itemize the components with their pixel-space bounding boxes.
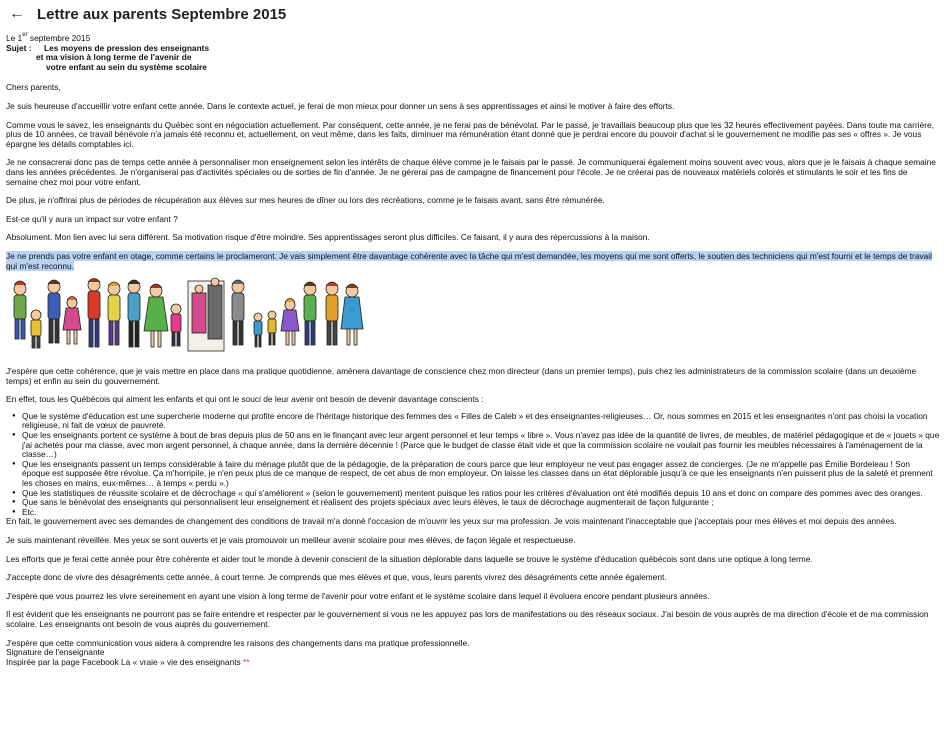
document-title: Lettre aux parents Septembre 2015 <box>37 6 287 23</box>
list-item: ● Que les enseignants portent ce système à bout de bras depuis plus de 50 ans en le finançant avec leur argent personnel et leur temps « libre ». Vous n'avez pas idée de la quantité de livres, de meubles, de matériel pédagogique et de « jouets » que j'ai achetés pour ma classe, avec mon argent personnel, à chaque année, dans la dernière décennie ! (Parce que le budget de classe était vide et que la commission scolaire ne voulait pas fournir les meubles nécessaires à l'aménagement de la classe…) <box>22 431 940 460</box>
credit-line: Inspirée par la page Facebook La « vraie » vie des enseignants ** <box>6 656 250 667</box>
list-item: ● Que les statistiques de réussite scolaire et de décrochage « qui s'améliorent » (selon le gouvernement) mentent puisque les ratios pour les critères d'évaluation ont été modifiés depuis 10 ans et donc on compare des pommes avec des oranges. <box>22 489 940 499</box>
paragraph: Comme vous le savez, les enseignants du Québec sont en négociation actuellement. Par conséquent, cette année, je ne ferai pas de bénévolat. Par le passé, je travaillais beaucoup plus que les 32 heures effectivement payées. Dans toute ma carrière, plus de 10 années, ce travail bénévole n'a jamais été reconnu et, actuellement, on veut même, dans les faits, diminuer ma rémunération étant donné que je perdrai encore du pouvoir d'achat si le gouvernement ne modifie pas ses « offres ». Je vous épargne les détails comptables ici. <box>6 119 934 149</box>
letter-date: Le 1er septembre 2015 <box>6 32 91 43</box>
paragraph: J'espère que cette cohérence, que je vais mettre en place dans ma pratique quotidienne, amènera davantage de conscience chez mon directeur (dans un premier temps), puis chez les administrateurs de la commission scolaire (dans un deuxième temps) et enfin au sein du gouvernement. <box>6 366 917 386</box>
letter-subject <box>6 44 940 73</box>
subject-line: et ma vision à long terme de l'avenir de <box>36 52 192 63</box>
arrow-left-icon[interactable]: ← <box>9 5 25 22</box>
subject-label: Sujet : <box>6 42 32 53</box>
paragraph: En fait, le gouvernement avec ses demandes de changement des conditions de travail m'a donné l'occasion de m'ouvrir les yeux sur ma profession. Je vois maintenant l'inacceptable que j'acceptais pour mes élèves et moi depuis des années. <box>6 516 897 527</box>
letter-body <box>6 34 940 667</box>
greeting: Chers parents, <box>6 82 61 93</box>
paragraph: J'espère que cette communication vous aidera à comprendre les raisons des changements dans ma pratique professionnelle. <box>6 637 470 648</box>
credit-stars: ** <box>243 656 250 667</box>
family-cartoon-illustration <box>6 275 366 357</box>
paragraph: Je ne consacrerai donc pas de temps cette année à personnaliser mon enseignement selon les intérêts de chaque élève comme je le faisais par le passé. Je communiquerai également moins souvent avec vous, alors que je le faisais à chaque semaine dans les années précédentes. Je n'organiserai pas d'activités spéciales ou de sorties de fin d'année. Je ne gérerai pas de campagne de financement pour l'école. Je ne créerai pas de nouveaux matériels colorés et stimulants le soir et les fins de semaine chez moi pour votre enfant. <box>6 157 936 187</box>
list-item: ● Que les enseignants passent un temps considérable à faire du ménage plutôt que de la pédagogie, de la préparation de cours parce que leur employeur ne veut pas engager assez de concierges. (Je ne m'appelle pas Émilie Bordeleau ! Son époque est supposée être révolue. Ça m'horripile, je n'en peux plus de ce manque de respect, de cet abus de mon employeur. On laisse les classes dans un état déplorable jusqu'à ce que les enseignants n'en puissent plus de la saleté et prennent les choses en mains, eux-mêmes… à temps « perdu ».) <box>22 460 940 489</box>
paragraph: Je suis maintenant réveillée. Mes yeux se sont ouverts et je vais promouvoir un meilleur avenir scolaire pour mes élèves, de façon légale et respectueuse. <box>6 535 576 545</box>
highlighted-paragraph[interactable]: Je ne prends pas votre enfant en otage, comme certains le proclameront. Je vais simplement être davantage cohérente avec la tâche qui m'est demandée, les moyens qui me sont offerts, le soutien des techniciens qui m'est fourni et le temps de travail qui m'est reconnu. <box>6 250 932 271</box>
bullet-list <box>6 412 940 518</box>
paragraph: En effet, tous les Québécois qui aiment les enfants et qui ont le souci de leur avenir ont besoin de devenir davantage conscients : <box>6 394 484 405</box>
paragraph: Absolument. Mon lien avec lui sera différent. Sa motivation risque d'être moindre. Ses apprentissages seront plus difficiles. Ce faisant, il y aura des répercussions à la maison. <box>6 232 650 243</box>
paragraph: J'accepte donc de vivre des désagréments cette année, à court terme. Je comprends que mes élèves et que, vous, leurs parents vivrez des désagréments cette année également. <box>6 572 667 583</box>
subject-line: Les moyens de pression des enseignants <box>44 42 210 53</box>
list-item: ● Etc. <box>22 508 940 518</box>
signature: Signature de l'enseignante <box>6 647 105 658</box>
subject-line: votre enfant au sein du système scolaire <box>46 61 207 72</box>
paragraph: Les efforts que je ferai cette année pour être cohérente et aider tout le monde à devenir conscient de la situation déplorable dans laquelle se trouve le système d'éducation québécois sont dans une optique à long terme. <box>6 553 813 564</box>
paragraph: De plus, je n'offrirai plus de périodes de récupération aux élèves sur mes heures de dîner ou lors des récréations, comme je le faisais avant, sans être rémunérée. <box>6 195 605 206</box>
paragraph: Je suis heureuse d'accueillir votre enfant cette année. Dans le contexte actuel, je ferai de mon mieux pour donner un sens à ses apprentissages et ainsi le motiver à faire des efforts. <box>6 100 675 111</box>
paragraph: Est-ce qu'il y aura un impact sur votre enfant ? <box>6 213 178 224</box>
paragraph: J'espère que vous pourrez les vivre sereinement en ayant une vision à long terme de l'avenir pour votre enfant et le système scolaire dans lequel il évoluera encore pendant plusieurs années. <box>6 590 710 601</box>
list-item: ● Que sans le bénévolat des enseignants qui personnalisent leur enseignement et réalisent des projets spéciaux avec leurs élèves, le taux de décrochage augmenterait de façon fulgurante ; <box>22 498 940 508</box>
top-bar <box>0 0 944 30</box>
paragraph: Il est évident que les enseignants ne pourront pas se faire entendre et respecter par le gouvernement si vous ne les appuyez pas lors de manifestations ou des réseaux sociaux. J'ai besoin de vous auprès de ma direction d'école et de ma commission scolaire. Les enseignants ont besoin de vous auprès du gouvernement. <box>6 609 929 629</box>
list-item: ● Que le système d'éducation est une supercherie moderne qui profite encore de l'héritage historique des femmes des « Filles de Caleb » et des enseignantes-religieuses… Or, nous sommes en 2015 et les enseignantes n'ont pas choisi la vocation religieuse, ni fait de vœux de pauvreté. <box>22 412 940 431</box>
